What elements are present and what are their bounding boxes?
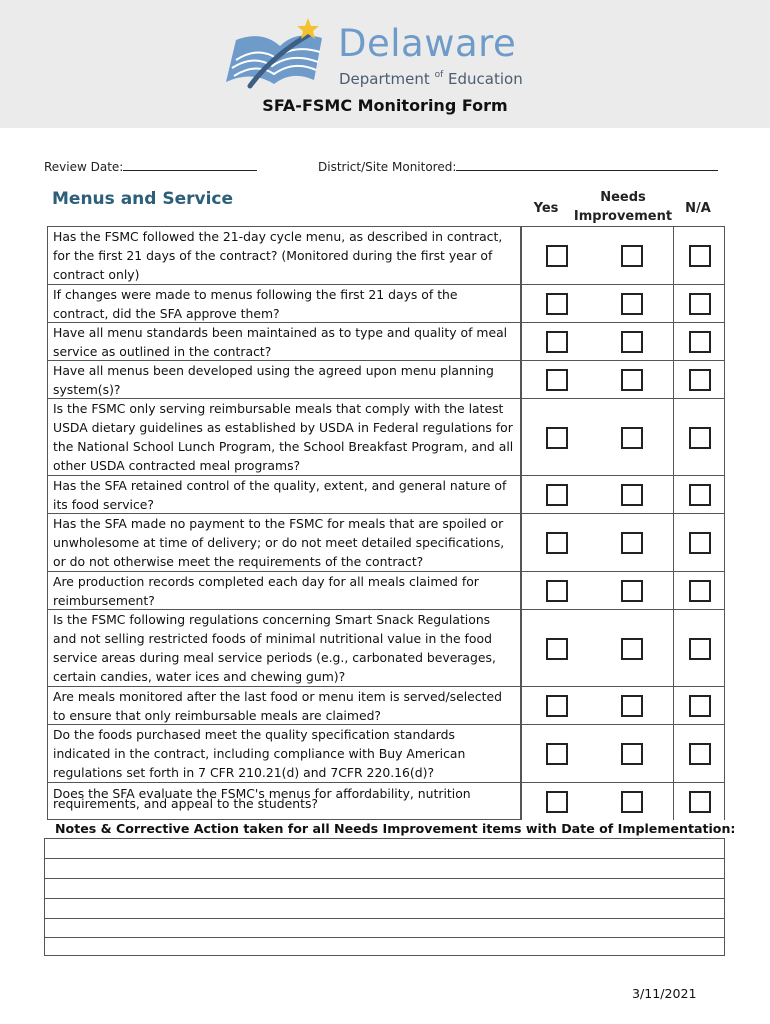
question-row	[47, 686, 725, 724]
checkbox-needs-improvement[interactable]	[621, 532, 643, 554]
checkbox-yes[interactable]	[546, 743, 568, 765]
checkbox-yes[interactable]	[546, 484, 568, 506]
cell-yes	[521, 284, 591, 322]
checkbox-needs-improvement[interactable]	[621, 791, 643, 813]
cell-na	[673, 724, 725, 782]
cell-yes	[521, 398, 591, 475]
logo-subtitle: Department $^{of}$ Education	[339, 70, 523, 88]
cell-yes	[521, 475, 591, 513]
question-row	[47, 724, 725, 782]
review-date-input[interactable]	[123, 161, 257, 171]
question-row	[47, 322, 725, 360]
cell-needs-improvement	[591, 724, 673, 782]
cell-na	[673, 782, 725, 820]
section-title: Menus and Service	[52, 189, 234, 209]
question-row	[47, 475, 725, 513]
cell-na	[673, 322, 725, 360]
cell-needs-improvement	[591, 322, 673, 360]
checkbox-yes[interactable]	[546, 369, 568, 391]
checkbox-na[interactable]	[689, 743, 711, 765]
checkbox-needs-improvement[interactable]	[621, 580, 643, 602]
district-site-label: District/Site Monitored:	[318, 160, 457, 174]
cell-na	[673, 284, 725, 322]
checkbox-needs-improvement[interactable]	[621, 369, 643, 391]
form-title: SFA-FSMC Monitoring Form	[262, 96, 508, 115]
cell-yes	[521, 571, 591, 609]
cell-needs-improvement	[591, 686, 673, 724]
notes-line	[45, 937, 724, 938]
checkbox-yes[interactable]	[546, 695, 568, 717]
question-text: Are meals monitored after the last food or menu item is served/selected to ensure that only reimbursable meals are claimed?	[47, 686, 521, 724]
logo-wordmark: Delaware	[338, 22, 517, 65]
question-text: Have all menu standards been maintained as to type and quality of meal service as outlined in the contract?	[47, 322, 521, 360]
checkbox-na[interactable]	[689, 791, 711, 813]
checkbox-na[interactable]	[689, 369, 711, 391]
checkbox-na[interactable]	[689, 331, 711, 353]
question-text: Does the SFA evaluate the FSMC's menus for affordability, nutrition requirements, and appeal to the students?	[47, 782, 521, 820]
cell-needs-improvement	[591, 571, 673, 609]
cell-na	[673, 571, 725, 609]
review-date-field	[44, 160, 257, 174]
cell-needs-improvement	[591, 284, 673, 322]
question-table	[47, 226, 725, 818]
cell-needs-improvement	[591, 360, 673, 398]
cell-yes	[521, 609, 591, 686]
question-row	[47, 513, 725, 571]
cell-yes	[521, 686, 591, 724]
checkbox-yes[interactable]	[546, 293, 568, 315]
cell-na	[673, 513, 725, 571]
checkbox-yes[interactable]	[546, 331, 568, 353]
checkbox-needs-improvement[interactable]	[621, 293, 643, 315]
checkbox-needs-improvement[interactable]	[621, 245, 643, 267]
cell-needs-improvement	[591, 513, 673, 571]
notes-line	[45, 878, 724, 879]
checkbox-na[interactable]	[689, 245, 711, 267]
checkbox-needs-improvement[interactable]	[621, 638, 643, 660]
cell-na	[673, 686, 725, 724]
checkbox-na[interactable]	[689, 638, 711, 660]
checkbox-needs-improvement[interactable]	[621, 743, 643, 765]
checkbox-na[interactable]	[689, 580, 711, 602]
question-row	[47, 284, 725, 322]
footer-date: 3/11/2021	[632, 986, 697, 1001]
checkbox-yes[interactable]	[546, 580, 568, 602]
district-site-field	[318, 160, 718, 174]
checkbox-yes[interactable]	[546, 638, 568, 660]
cell-needs-improvement	[591, 609, 673, 686]
question-row	[47, 609, 725, 686]
district-site-input[interactable]	[456, 161, 718, 171]
checkbox-na[interactable]	[689, 532, 711, 554]
checkbox-yes[interactable]	[546, 532, 568, 554]
checkbox-yes[interactable]	[546, 427, 568, 449]
cell-needs-improvement	[591, 782, 673, 820]
question-text: Is the FSMC following regulations concerning Smart Snack Regulations and not selling restricted foods of minimal nutritional value in the food service areas during meal service periods (e.g., carbonated beverages, certain candies, water ices and chewing gum)?	[47, 609, 521, 686]
column-header-na: N/A	[685, 201, 711, 216]
notes-box[interactable]	[44, 838, 725, 956]
delaware-logo-icon	[222, 16, 332, 92]
checkbox-yes[interactable]	[546, 245, 568, 267]
checkbox-na[interactable]	[689, 293, 711, 315]
checkbox-needs-improvement[interactable]	[621, 484, 643, 506]
question-text: Has the SFA made no payment to the FSMC for meals that are spoiled or unwholesome at time of delivery; or do not meet detailed specifications, or do not otherwise meet the requirements of the contract?	[47, 513, 521, 571]
checkbox-na[interactable]	[689, 484, 711, 506]
question-row	[47, 360, 725, 398]
checkbox-na[interactable]	[689, 427, 711, 449]
cell-needs-improvement	[591, 226, 673, 284]
review-date-label: Review Date:	[44, 160, 124, 174]
question-row	[47, 398, 725, 475]
checkbox-needs-improvement[interactable]	[621, 695, 643, 717]
question-text: Are production records completed each day for all meals claimed for reimbursement?	[47, 571, 521, 609]
cell-yes	[521, 322, 591, 360]
cell-needs-improvement	[591, 475, 673, 513]
column-header-yes: Yes	[533, 201, 559, 216]
column-header-needs-improvement: Needs Improvement	[573, 190, 673, 224]
cell-na	[673, 360, 725, 398]
notes-heading: Notes & Corrective Action taken for all Needs Improvement items with Date of Implementation:	[55, 821, 736, 836]
cell-yes	[521, 724, 591, 782]
cell-yes	[521, 782, 591, 820]
cell-needs-improvement	[591, 398, 673, 475]
question-text: If changes were made to menus following the first 21 days of the contract, did the SFA approve them?	[47, 284, 521, 322]
notes-line	[45, 858, 724, 859]
question-text: Have all menus been developed using the agreed upon menu planning system(s)?	[47, 360, 521, 398]
cell-na	[673, 609, 725, 686]
cell-na	[673, 398, 725, 475]
question-row	[47, 571, 725, 609]
checkbox-na[interactable]	[689, 695, 711, 717]
cell-na	[673, 475, 725, 513]
notes-line	[45, 898, 724, 899]
question-row	[47, 782, 725, 820]
cell-na	[673, 226, 725, 284]
cell-yes	[521, 513, 591, 571]
question-row	[47, 226, 725, 284]
question-text: Is the FSMC only serving reimbursable meals that comply with the latest USDA dietary guidelines as established by USDA in Federal regulations for the National School Lunch Program, the School Breakfast Program, and all other USDA contracted meal programs?	[47, 398, 521, 475]
delaware-doe-logo	[222, 16, 552, 92]
notes-line	[45, 918, 724, 919]
cell-yes	[521, 226, 591, 284]
question-text: Has the FSMC followed the 21-day cycle menu, as described in contract, for the first 21 days of the contract? (Monitored during the first year of contract only)	[47, 226, 521, 284]
checkbox-yes[interactable]	[546, 791, 568, 813]
question-text: Has the SFA retained control of the quality, extent, and general nature of its food service?	[47, 475, 521, 513]
checkbox-needs-improvement[interactable]	[621, 331, 643, 353]
question-text: Do the foods purchased meet the quality specification standards indicated in the contract, including compliance with Buy American regulations set forth in 7 CFR 210.21(d) and 7CFR 220.16(d)?	[47, 724, 521, 782]
cell-yes	[521, 360, 591, 398]
checkbox-needs-improvement[interactable]	[621, 427, 643, 449]
